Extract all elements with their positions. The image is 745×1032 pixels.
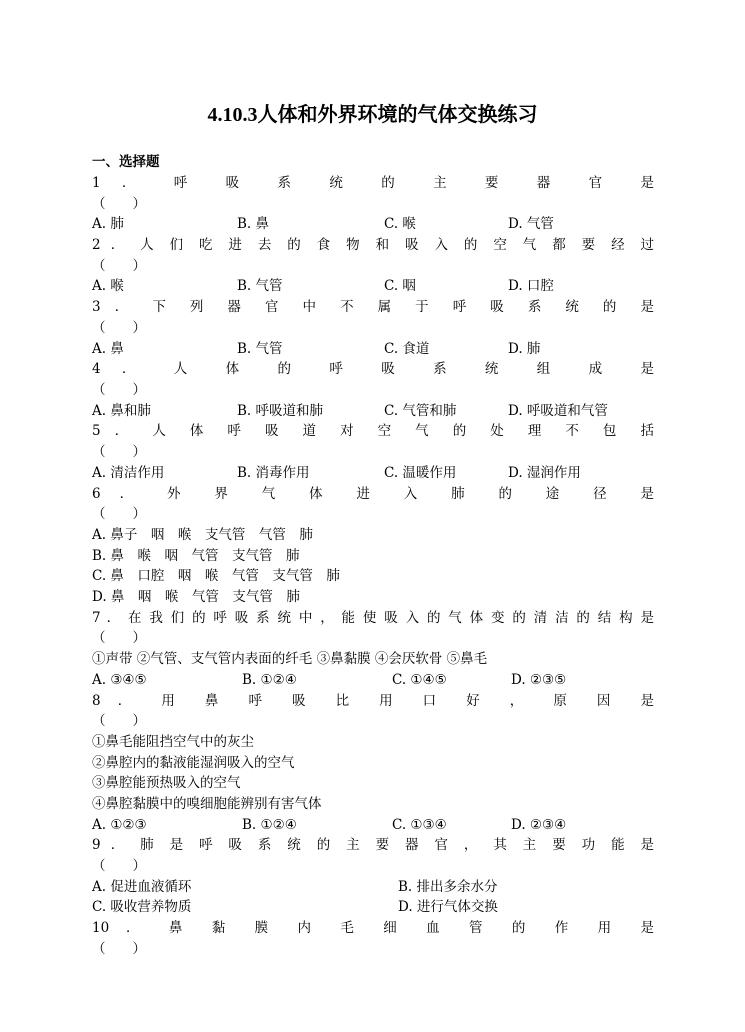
option-choice: A. 促进血液循环 xyxy=(92,878,192,895)
option-choice: A. 肺 xyxy=(92,216,124,233)
option-choice: D. 呼吸道和气管 xyxy=(508,402,608,419)
question-item xyxy=(92,918,654,959)
question-item xyxy=(92,484,654,608)
statement-line: ④鼻腔黏膜中的嗅细胞能辨别有害气体 xyxy=(92,795,322,812)
option-row xyxy=(92,815,654,836)
option-row xyxy=(92,339,654,360)
option-choice: B. 排出多余水分 xyxy=(398,878,498,895)
option-row xyxy=(92,463,654,484)
question-item xyxy=(92,835,654,918)
option-choice: D. 进行气体交换 xyxy=(398,899,498,916)
question-item xyxy=(92,608,654,691)
question-stem: 7 ． 在 我 们 的 呼 吸 系 统 中 ， 能 使 吸 入 的 气 体 变 的 清 洁 的 结 构 是 xyxy=(92,609,654,626)
question-stem: 2 ． 人 们 吃 进 去 的 食 物 和 吸 入 的 空 气 都 要 经 过 xyxy=(92,237,654,254)
statement-line: B. 鼻 喉 咽 气管 支气管 肺 xyxy=(92,547,300,564)
option-choice: C. 温暖作用 xyxy=(384,464,457,481)
question-item xyxy=(92,421,654,483)
answer-blank: （ ） xyxy=(92,195,146,212)
page-title: 4.10.3人体和外界环境的气体交换练习 xyxy=(207,104,538,126)
option-choice: B. 呼吸道和肺 xyxy=(237,402,324,419)
option-choice: B. 消毒作用 xyxy=(237,464,310,481)
statement-line: D. 鼻 咽 喉 气管 支气管 肺 xyxy=(92,588,300,605)
answer-blank: （ ） xyxy=(92,630,146,647)
option-choice: D. 气管 xyxy=(508,216,554,233)
option-choice: A. 鼻和肺 xyxy=(92,402,151,419)
option-choice: C. 咽 xyxy=(384,278,416,295)
answer-blank: （ ） xyxy=(92,381,146,398)
option-choice: A. 喉 xyxy=(92,278,124,295)
option-choice: C. 食道 xyxy=(384,340,430,357)
statement-line: A. 鼻子 咽 喉 支气管 气管 肺 xyxy=(92,526,313,543)
question-stem: 1 ． 呼 吸 系 统 的 主 要 器 官 是 xyxy=(92,175,654,191)
statement-line: ③鼻腔能预热吸入的空气 xyxy=(92,775,241,792)
question-stem: 8 ． 用 鼻 呼 吸 比 用 口 好 ， 原 因 是 xyxy=(92,692,654,709)
answer-blank: （ ） xyxy=(92,319,146,336)
option-choice: B. ①②④ xyxy=(242,671,297,688)
option-choice: B. 鼻 xyxy=(237,216,270,233)
option-row xyxy=(92,897,654,918)
question-item xyxy=(92,297,654,359)
answer-blank: （ ） xyxy=(92,858,146,875)
question-stem: 4 ． 人 体 的 呼 吸 系 统 组 成 是 xyxy=(92,361,654,378)
option-row xyxy=(92,276,654,297)
option-row xyxy=(92,670,654,691)
answer-blank: （ ） xyxy=(92,713,146,730)
question-stem: 5 ． 人 体 呼 吸 道 对 空 气 的 处 理 不 包 括 xyxy=(92,423,654,440)
question-item xyxy=(92,359,654,421)
question-item xyxy=(92,235,654,297)
answer-blank: （ ） xyxy=(92,940,146,957)
statement-line: ②鼻腔内的黏液能湿润吸入的空气 xyxy=(92,754,295,771)
option-row xyxy=(92,214,654,235)
question-stem: 9 ． 肺 是 呼 吸 系 统 的 主 要 器 官 ， 其 主 要 功 能 是 xyxy=(92,837,654,854)
option-choice: D. ②③⑤ xyxy=(511,671,567,688)
option-choice: B. 气管 xyxy=(237,278,283,295)
option-choice: C. 气管和肺 xyxy=(384,402,457,419)
option-choice: D. 湿润作用 xyxy=(508,464,581,481)
option-choice: D. 口腔 xyxy=(508,278,554,295)
question-item xyxy=(92,691,654,836)
answer-blank: （ ） xyxy=(92,506,146,523)
question-item xyxy=(92,173,654,235)
option-choice: D. 肺 xyxy=(508,340,541,357)
option-choice: C. ①③④ xyxy=(392,816,447,833)
option-choice: D. ②③④ xyxy=(511,816,567,833)
statement-line: C. 鼻 口腔 咽 喉 气管 支气管 肺 xyxy=(92,568,340,585)
answer-blank: （ ） xyxy=(92,257,146,274)
question-stem: 10 ． 鼻 黏 膜 内 毛 细 血 管 的 作 用 是 xyxy=(92,920,654,937)
option-row xyxy=(92,401,654,422)
question-stem: 6 ． 外 界 气 体 进 入 肺 的 途 径 是 xyxy=(92,485,654,502)
option-choice: C. 吸收营养物质 xyxy=(92,899,192,916)
option-choice: A. 清洁作用 xyxy=(92,464,165,481)
section-heading: 一、选择题 xyxy=(92,154,160,170)
option-choice: C. 喉 xyxy=(384,216,416,233)
question-stem: 3 ． 下 列 器 官 中 不 属 于 呼 吸 系 统 的 是 xyxy=(92,299,654,316)
option-choice: A. 鼻 xyxy=(92,340,124,357)
option-choice: B. 气管 xyxy=(237,340,283,357)
statement-line: ①声带 ②气管、支气管内表面的纤毛 ③鼻黏膜 ④会厌软骨 ⑤鼻毛 xyxy=(92,651,488,668)
option-choice: A. ③④⑤ xyxy=(92,671,147,688)
option-row xyxy=(92,877,654,898)
answer-blank: （ ） xyxy=(92,444,146,461)
statement-line: ①鼻毛能阻挡空气中的灰尘 xyxy=(92,733,254,750)
option-choice: A. ①②③ xyxy=(92,816,147,833)
option-choice: C. ①④⑤ xyxy=(392,671,447,688)
option-choice: B. ①②④ xyxy=(242,816,297,833)
